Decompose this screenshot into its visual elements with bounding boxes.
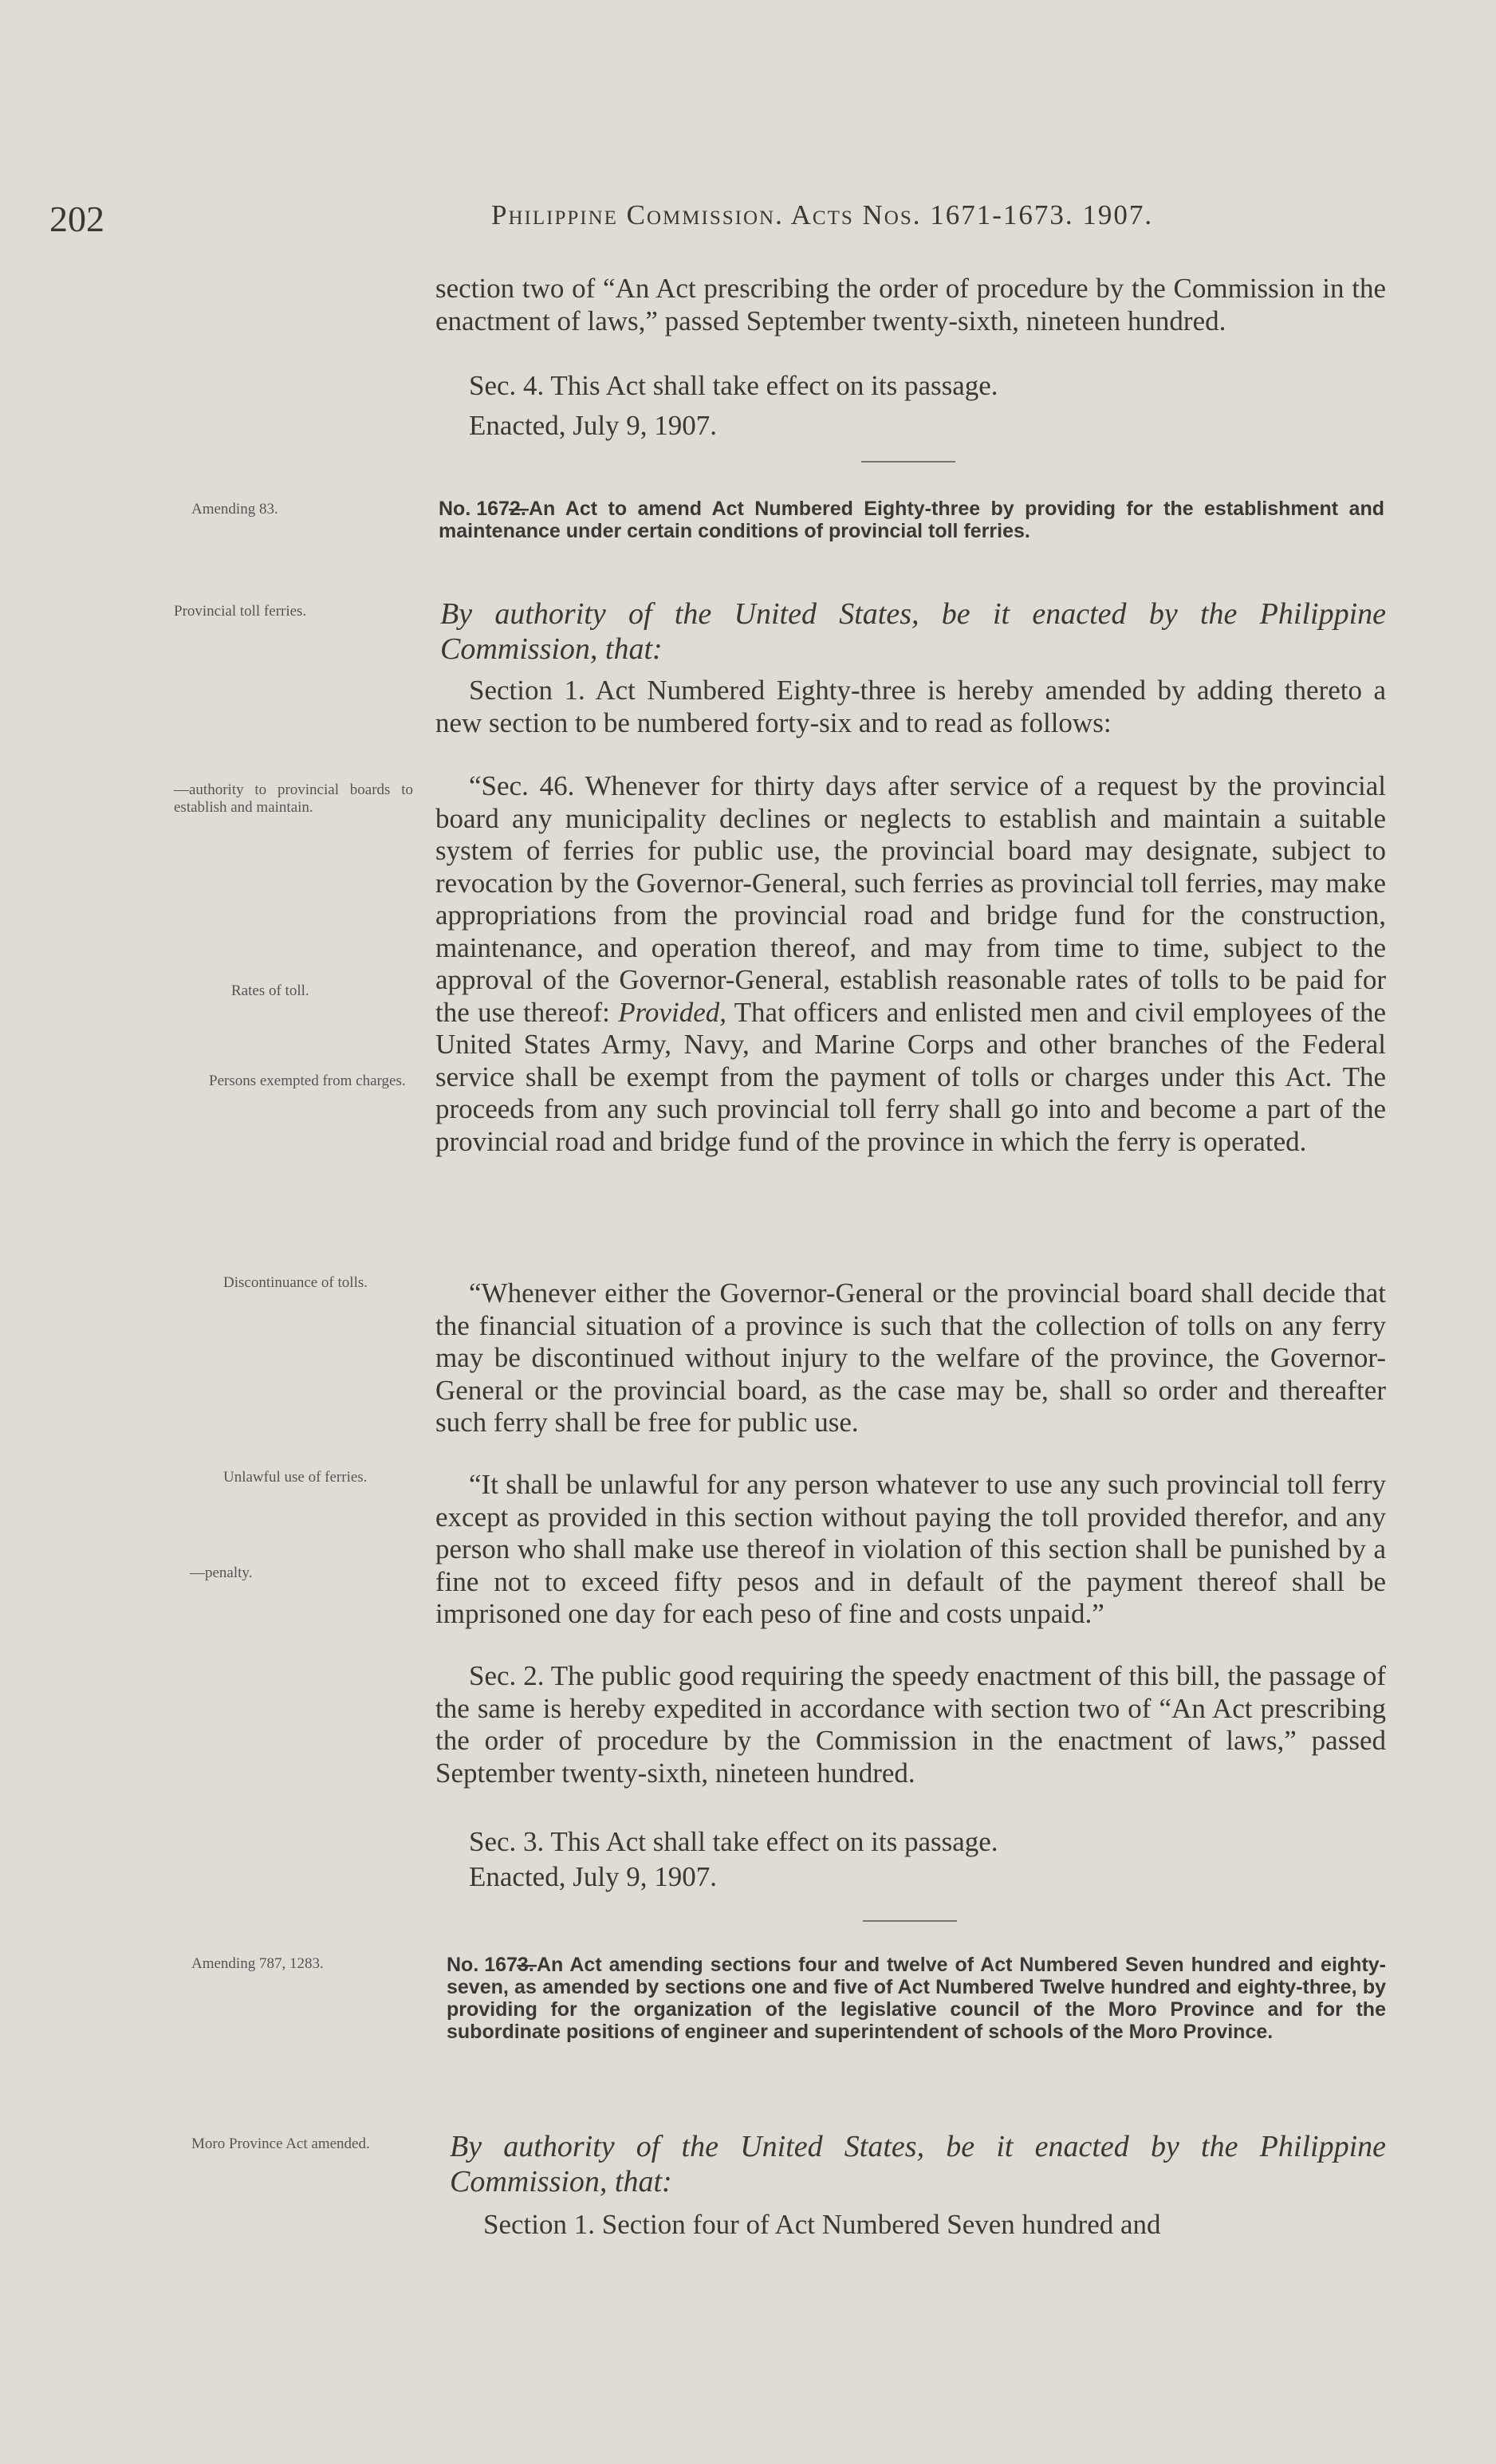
margin-note-provincial-toll-ferries: Provincial toll ferries.	[174, 603, 307, 620]
margin-note-unlawful-use: Unlawful use of ferries.	[223, 1469, 368, 1486]
margin-note-moro-amended: Moro Province Act amended.	[191, 2135, 370, 2152]
act1673-enacting-clause: By authority of the United States, be it enacted by the Philippine Commission, that:	[450, 2130, 1386, 2198]
act1672-enacting-clause: By authority of the United States, be it enacted by the Philippine Commission, that:	[440, 597, 1386, 666]
act1673-title: —An Act amending sections four and twelve of Act Numbered Seven hundred and eighty-seven, as amended by sections one and five of Act Numbered Twelve hundred and eighty-three, by providing for the organization of the legislative council of the Moro Province and for the subordinate positions of engineer and superintendent of schools of the Moro Province.	[447, 1954, 1386, 2043]
sec46-p1-text: “Sec. 46. Whenever for thirty days after service of a request by the provincial board any municipality declines or neglects to establish and maintain a suitable system of ferries for public use, the provincial board may designate, subject to revocation by the Governor-General, such ferries as provincial toll ferries, may make appropriations from the provincial road and bridge fund for the construction, maintenance, and operation thereof, and may from time to time, subject to the approval of the Governor-General, establish reasonable rates of tolls to be paid for the use thereof:	[435, 770, 1386, 1028]
act1671-continued-paragraph: section two of “An Act prescribing the order of procedure by the Commission in the enactment of laws,” passed September twenty-sixth, nineteen hundred.	[435, 273, 1386, 337]
margin-note-penalty: —penalty.	[190, 1565, 253, 1581]
act1672-enacted: Enacted, July 9, 1907.	[469, 1861, 718, 1892]
section-divider	[863, 1920, 957, 1922]
running-title: Philippine Commission. Acts Nos. 1671-1673. 1907.	[491, 199, 1154, 230]
act1673-section1-start: Section 1. Section four of Act Numbered Seven hundred and	[483, 2209, 1161, 2240]
act1672-section1: Section 1. Act Numbered Eighty-three is hereby amended by adding thereto a new section to be numbered forty-six and to read as follows:	[435, 675, 1386, 738]
act1672-sec46-paragraph2: “Whenever either the Governor-General or the provincial board shall decide that the financial situation of a province is such that the collection of tolls on any ferry may be discontinued without injury to the welfare of the province, the Governor-General or the provincial board, as the case may be, shall so order and thereafter such ferry shall be free for public use.	[435, 1277, 1386, 1438]
proviso-word: Provided,	[618, 996, 726, 1028]
act1671-enacted: Enacted, July 9, 1907.	[469, 410, 718, 441]
act1672-sec2: Sec. 2. The public good requiring the speedy enactment of this bill, the passage of the same is hereby expedited in accordance with section two of “An Act prescribing the order of procedure by the Commission in the enactment of laws,” passed September twenty-sixth, nineteen hundred.	[435, 1660, 1386, 1789]
sec46-p1-proviso: That officers and enlisted men and civil employees of the United States Army, Navy, and Marine Corps and other branches of the Federal service shall be exempt from the payment of tolls or charges under this Act. The proceeds from any such provincial toll ferry shall go into and become a part of the provincial road and bridge fund of the province in which the ferry is operated.	[435, 996, 1386, 1157]
act1672-sec3: Sec. 3. This Act shall take effect on its passage.	[469, 1826, 998, 1857]
section-divider	[861, 461, 955, 462]
act1673-number: No. 1673.	[447, 1954, 534, 1976]
margin-note-amending-787: Amending 787, 1283.	[191, 1955, 324, 1972]
margin-note-discontinuance: Discontinuance of tolls.	[223, 1274, 368, 1291]
margin-note-persons-exempted: Persons exempted from charges.	[209, 1073, 406, 1089]
act1672-sec46-paragraph1	[435, 770, 1386, 1158]
act1672-sec46-paragraph3: “It shall be unlawful for any person whatever to use any such provincial toll ferry except as provided in this section without paying the toll provided therefor, and any person who shall make use thereof in violation of this section shall be punished by a fine not to exceed fifty pesos and in default of the payment thereof shall be imprisoned one day for each peso of fine and costs unpaid.”	[435, 1469, 1386, 1629]
act1671-sec4: Sec. 4. This Act shall take effect on its passage.	[469, 370, 998, 401]
act1672-number: No. 1672.	[439, 498, 526, 520]
act1672-title: —An Act to amend Act Numbered Eighty-three by providing for the establishment and maintenance under certain conditions of provincial toll ferries.	[439, 498, 1384, 542]
margin-note-rates-of-toll: Rates of toll.	[231, 982, 309, 999]
margin-note-authority: —authority to provincial boards to establish and maintain.	[174, 781, 413, 816]
margin-note-amending-83: Amending 83.	[191, 501, 278, 518]
page-number: 202	[49, 199, 104, 239]
